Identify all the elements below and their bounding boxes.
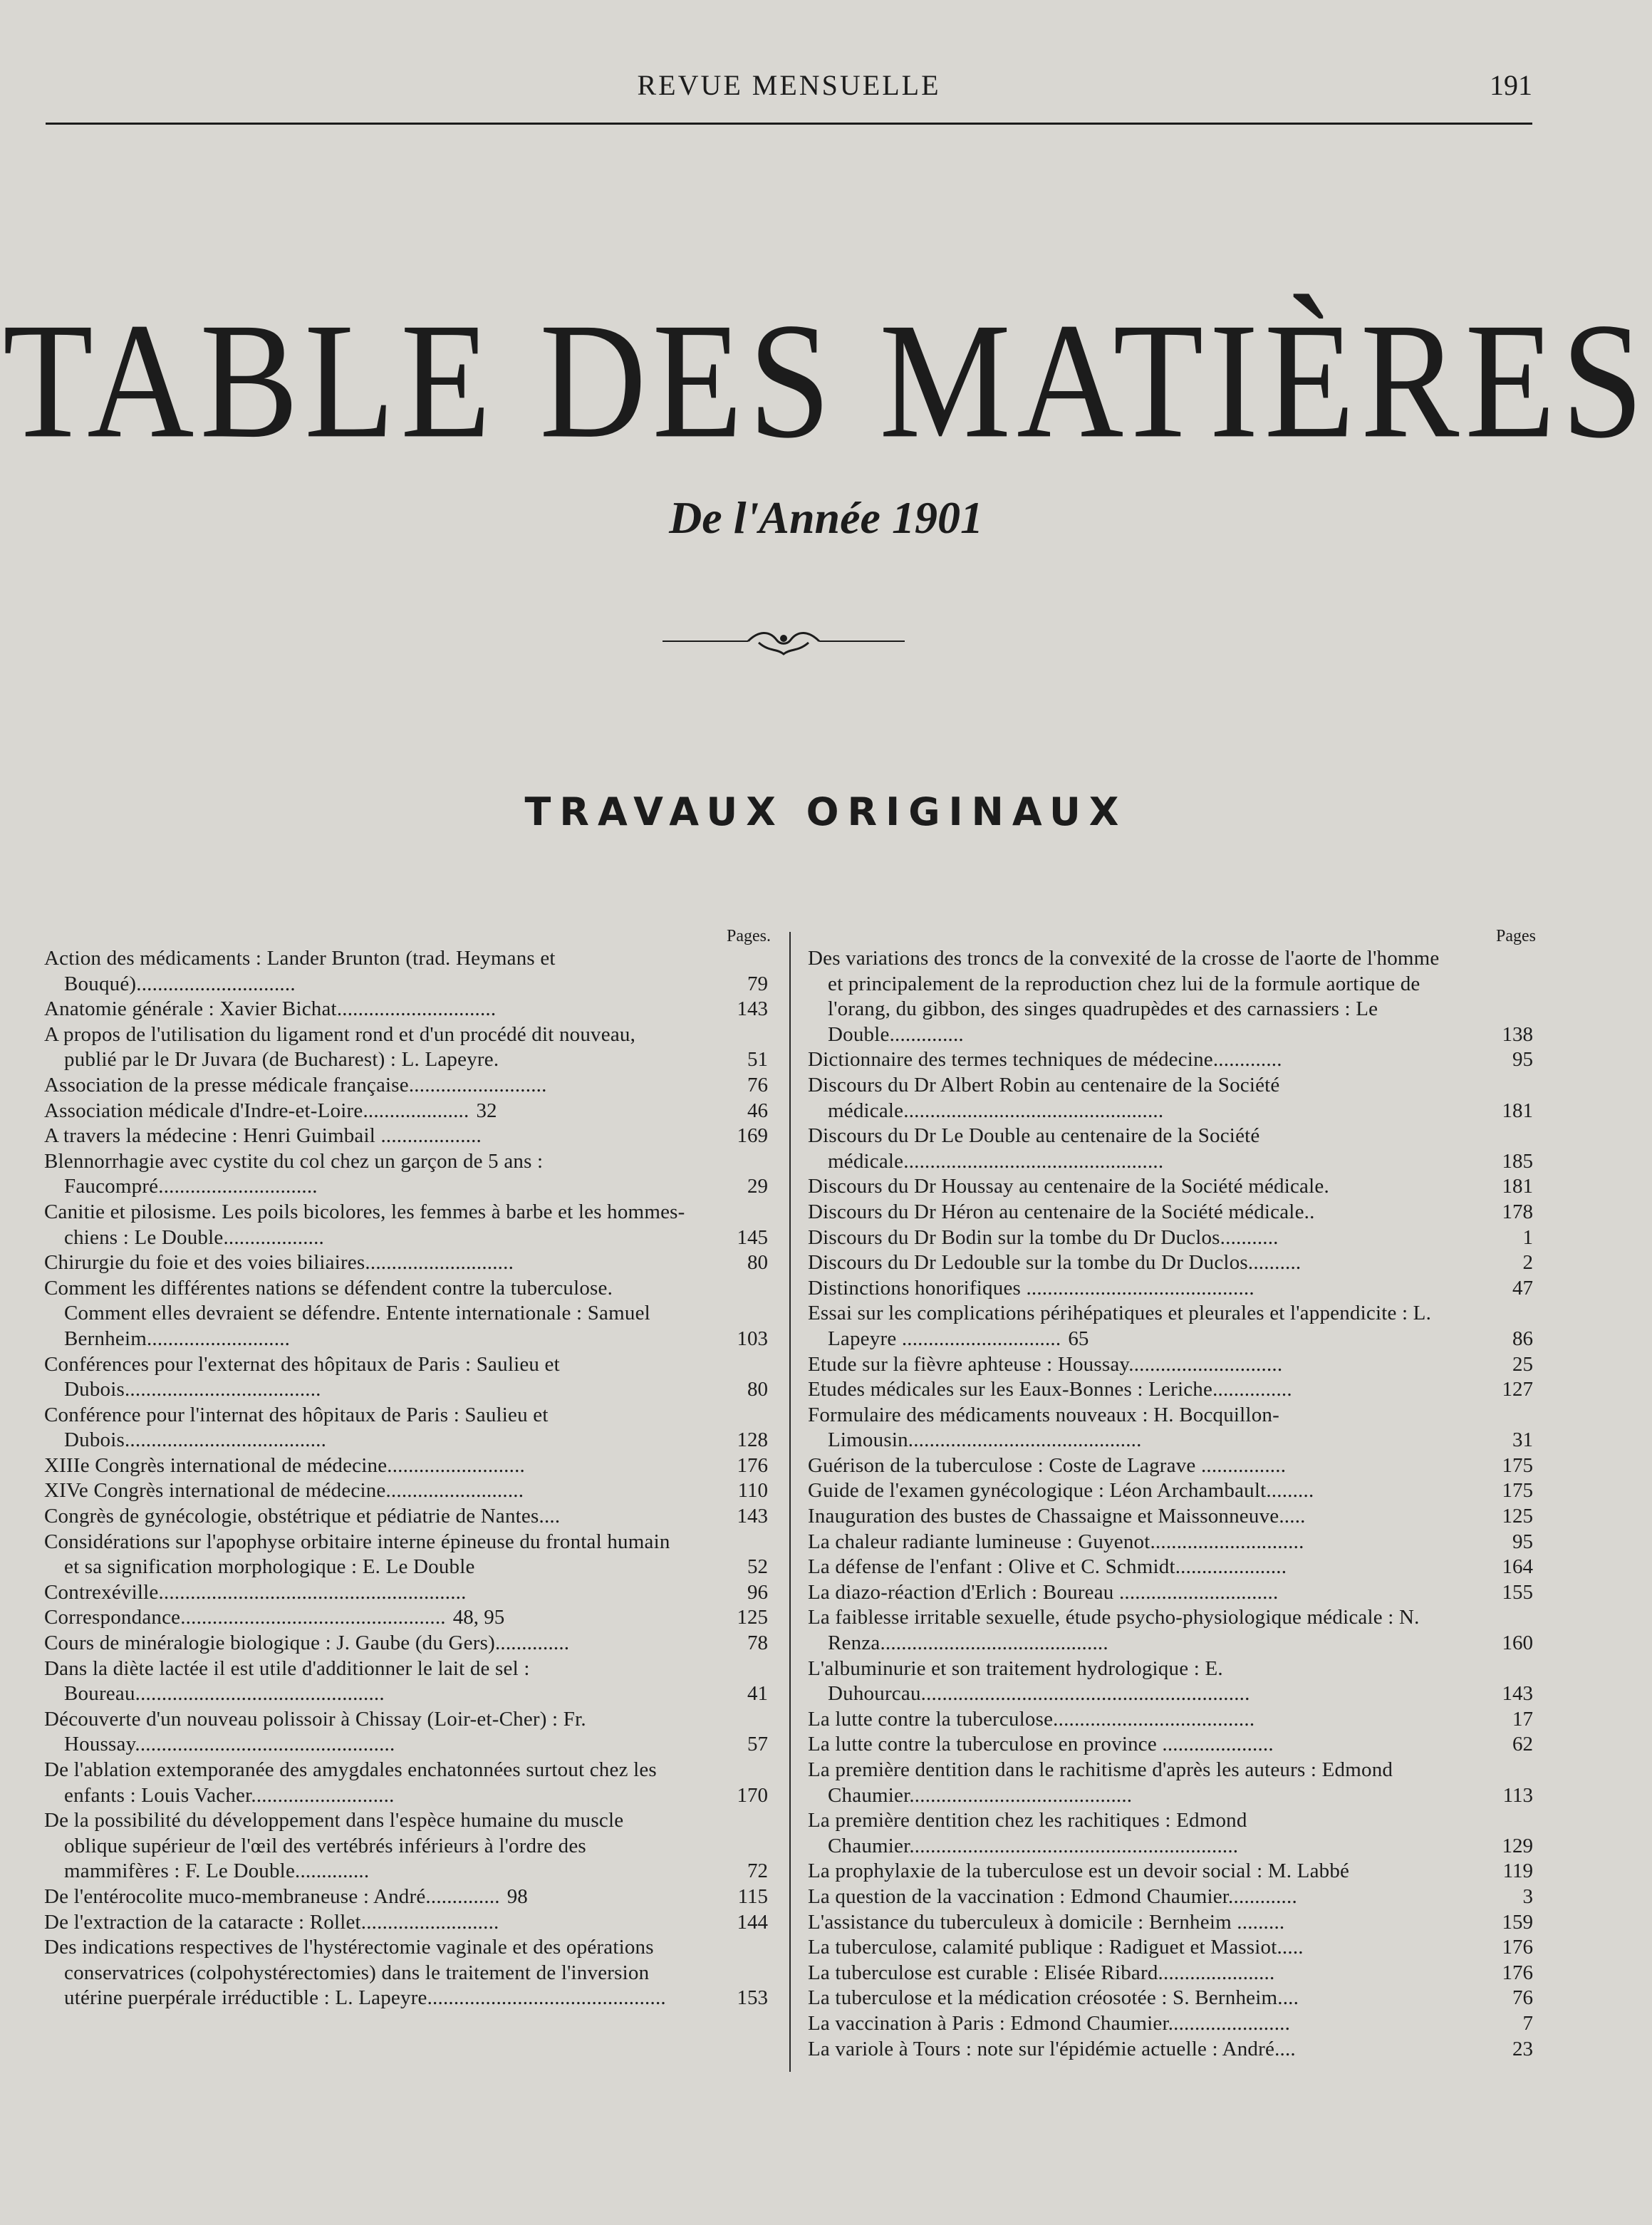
toc-entry [44,1352,774,1403]
running-head [46,68,1532,118]
toc-entry-page: 57 [747,1733,768,1756]
toc-entry-text: Correspondance.................................................. [44,1606,446,1629]
toc-entry-text: La variole à Tours : note sur l'épidémie actuelle : André.... [808,2037,1296,2060]
toc-entry-page: 170 [737,1783,768,1807]
toc-entry-text: Guérison de la tuberculose : Coste de Lagrave ................ [808,1453,1287,1477]
toc-entry [808,2037,1539,2063]
toc-entry [808,1174,1539,1200]
toc-entry-text: Blennorrhagie avec cystite du col chez un garçon de 5 ans : Faucompré.............................. [44,1149,544,1198]
toc-entry-page: 181 [1502,1099,1533,1122]
toc-entry [44,1580,774,1606]
toc-entry-page: 95 [1512,1048,1533,1072]
toc-entry [44,1099,774,1124]
toc-entry-text: Des indications respectives de l'hystérectomie vaginale et des opérations conservatrices (colpohystérectomies) dans le traitement de l'inversion utérine puerpérale irréductible : L. Lapeyre............................................. [44,1936,666,2010]
toc-entry-page: 103 [737,1327,768,1350]
toc-entry [808,1200,1539,1225]
toc-entry-page: 143 [737,1505,768,1528]
toc-entry-text: La vaccination à Paris : Edmond Chaumier....................... [808,2011,1291,2035]
toc-entry [44,946,774,997]
toc-entry-text: Formulaire des médicaments nouveaux : H. Bocquillon-Limousin............................................ [808,1403,1279,1452]
toc-entry-text: Distinctions honorifiques ........................................... [808,1276,1254,1300]
toc-entry [808,1504,1539,1530]
toc-entry-text: Association médicale d'Indre-et-Loire.................... [44,1099,469,1122]
toc-entry [808,1732,1539,1758]
toc-entry [808,1377,1539,1403]
column-divider [789,932,791,2072]
toc-entry-page: 185 [1502,1149,1533,1173]
toc-entry-page: 110 [737,1479,768,1503]
toc-entry-text: Guide de l'examen gynécologique : Léon Archambault......... [808,1479,1314,1503]
toc-entry-page: 41 [747,1682,768,1706]
toc-entry-page: 62 [1512,1733,1533,1756]
toc-entry-page: 86 [1512,1327,1533,1350]
toc-entry-page: 1 [1522,1225,1533,1249]
toc-entry-text: Considérations sur l'apophyse orbitaire interne épineuse du frontal humain et sa signification morphologique : E. Le Double [44,1530,670,1579]
toc-entry-text: Dans la diète lactée il est utile d'additionner le lait de sel : Boureau............................................... [44,1656,530,1706]
toc-entry-text: La première dentition chez les rachitiques : Edmond Chaumier.............................................................. [808,1809,1247,1857]
toc-entry-page: 176 [1502,1936,1533,1959]
toc-entry-page: 125 [737,1606,768,1629]
toc-entry-page: 51 [747,1048,768,1072]
toc-entry-text: Essai sur les complications périhépatiques et pleurales et l'appendicite : L. Lapeyre .............................. [808,1302,1432,1350]
toc-entry [808,1530,1539,1555]
right-column [808,926,1539,2062]
toc-entry-text: La chaleur radiante lumineuse : Guyenot............................. [808,1530,1304,1553]
section-title: TRAVAUX ORIGINAUX [524,789,1128,834]
toc-entry [808,1758,1539,1808]
toc-entry [44,1022,774,1073]
toc-entry [44,1605,774,1631]
toc-entry-page: 155 [1502,1580,1533,1604]
toc-entry-text: A propos de l'utilisation du ligament rond et d'un procédé dit nouveau, publié par le Dr Juvara (de Bucharest) : L. Lapeyre. [44,1022,636,1072]
toc-entry-text: La diazo-réaction d'Erlich : Boureau .............................. [808,1580,1279,1604]
toc-entry [808,2011,1539,2037]
toc-entry-page: 95 [1512,1530,1533,1553]
toc-entry [44,1910,774,1936]
running-title: REVUE MENSUELLE [637,69,941,101]
toc-entry-page: 7 [1522,2011,1533,2035]
main-title: TABLE DES MATIÈRES [2,289,1650,472]
toc-entry [808,1808,1539,1859]
toc-entry-text: La défense de l'enfant : Olive et C. Schmidt..................... [808,1555,1287,1579]
toc-entry-text: XIIIe Congrès international de médecine.......................... [44,1453,525,1477]
left-entries [44,946,774,2011]
toc-entry [44,1631,774,1656]
toc-entry-page: 23 [1512,2037,1533,2060]
pages-header: Pages [1496,927,1536,945]
toc-entry-text: La lutte contre la tuberculose...................................... [808,1707,1255,1731]
toc-entry-page: 178 [1502,1200,1533,1223]
toc-entry-text: Dictionnaire des termes techniques de médecine............. [808,1048,1282,1072]
left-column [44,926,774,2011]
toc-entry-text: De l'ablation extemporanée des amygdales enchatonnées surtout chez les enfants : Louis Vacher........................... [44,1758,657,1807]
toc-entry-text: Discours du Dr Le Double au centenaire de la Société médicale................................................. [808,1124,1260,1173]
toc-entry-text: Action des médicaments : Lander Brunton (trad. Heymans et Bouqué).............................. [44,947,556,995]
toc-entry-page: 176 [737,1453,768,1477]
toc-entry-text: Discours du Dr Héron au centenaire de la Société médicale.. [808,1200,1315,1223]
toc-entry-text: Conférence pour l'internat des hôpitaux de Paris : Saulieu et Dubois...................................... [44,1403,549,1452]
toc-entry-page: 79 [747,972,768,995]
toc-entry-page: 143 [1502,1682,1533,1706]
toc-entry-text: Canitie et pilosisme. Les poils bicolores, les femmes à barbe et les hommes-chiens : Le Double................... [44,1200,685,1249]
toc-entry-page: 159 [1502,1910,1533,1934]
toc-entry-text: Cours de minéralogie biologique : J. Gaube (du Gers).............. [44,1632,570,1655]
toc-entry-page: 17 [1512,1707,1533,1731]
toc-entry [808,1961,1539,1986]
toc-entry-text: Découverte d'un nouveau polissoir à Chissay (Loir-et-Cher) : Fr. Houssay................................................. [44,1707,586,1756]
toc-entry [44,1200,774,1250]
toc-entry [44,1935,774,2011]
toc-entry-text: Congrès de gynécologie, obstétrique et pédiatrie de Nantes.... [44,1505,561,1528]
toc-entry-page: 144 [737,1910,768,1934]
toc-entry-page: 80 [747,1378,768,1401]
toc-entry-extra-page: 48, 95 [452,1606,505,1629]
toc-entry [808,1910,1539,1936]
toc-entry [808,946,1539,1047]
toc-entry-page: 2 [1522,1251,1533,1275]
toc-entry [44,1707,774,1758]
toc-entry-page: 169 [737,1124,768,1148]
toc-entry [808,1555,1539,1580]
page-number: 191 [1490,69,1532,101]
toc-entry [44,997,774,1022]
toc-entry [808,1935,1539,1961]
toc-entry [44,1504,774,1530]
toc-entry-page: 96 [747,1580,768,1604]
toc-entry-text: Inauguration des bustes de Chassaigne et Maissonneuve..... [808,1505,1306,1528]
toc-entry-text: Discours du Dr Ledouble sur la tombe du Dr Duclos.......... [808,1251,1302,1275]
toc-entry-page: 129 [1502,1834,1533,1857]
toc-entry-text: La tuberculose, calamité publique : Radiguet et Massiot..... [808,1936,1304,1959]
toc-entry-page: 127 [1502,1378,1533,1401]
toc-entry [44,1453,774,1479]
toc-entry-text: Conférences pour l'externat des hôpitaux de Paris : Saulieu et Dubois..................................... [44,1352,560,1401]
toc-entry-page: 175 [1502,1453,1533,1477]
toc-entry [808,1225,1539,1251]
toc-entry-text: Association de la presse médicale française.......................... [44,1073,547,1096]
toc-entry-page: 153 [737,1986,768,2010]
toc-entry-page: 25 [1512,1352,1533,1376]
toc-entry [808,1986,1539,2011]
toc-entry [44,1884,774,1910]
toc-entry-text: De la possibilité du développement dans l'espèce humaine du muscle oblique supérieur de l'œil des vertébrés inférieurs à l'ordre des mammifères : F. Le Double.............. [44,1809,624,1883]
toc-entry-text: Discours du Dr Albert Robin au centenaire de la Société médicale................................................. [808,1073,1280,1122]
toc-entry [808,1580,1539,1606]
toc-entry-text: Discours du Dr Houssay au centenaire de la Société médicale. [808,1175,1329,1198]
toc-entry-page: 76 [747,1073,768,1096]
toc-entry-text: La question de la vaccination : Edmond Chaumier............. [808,1884,1297,1908]
toc-entry-text: L'albuminurie et son traitement hydrologique : E. Duhourcau.............................................................. [808,1656,1250,1706]
toc-entry [808,1047,1539,1073]
ornament-icon [663,620,905,663]
toc-entry [808,1453,1539,1479]
toc-entry [808,1250,1539,1276]
toc-entry-text: La lutte contre la tuberculose en province ..................... [808,1733,1274,1756]
toc-entry-page: 138 [1502,1022,1533,1046]
header-rule [46,123,1532,125]
toc-entry-page: 76 [1512,1986,1533,2010]
toc-entry-text: Discours du Dr Bodin sur la tombe du Dr Duclos........... [808,1225,1279,1249]
toc-entry-text: La prophylaxie de la tuberculose est un devoir social : M. Labbé [808,1860,1350,1883]
toc-entry-text: La tuberculose et la médication créosotée : S. Bernheim.... [808,1986,1299,2010]
toc-entry-page: 31 [1512,1428,1533,1452]
toc-entry-page: 47 [1512,1276,1533,1300]
toc-entry [808,1301,1539,1352]
toc-entry [808,1859,1539,1884]
toc-entry-text: A travers la médecine : Henri Guimbail ................... [44,1124,482,1148]
toc-entry-text: La tuberculose est curable : Elisée Ribard...................... [808,1961,1275,1984]
toc-entry-text: Etudes médicales sur les Eaux-Bonnes : Leriche............... [808,1378,1292,1401]
toc-entry [44,1124,774,1149]
toc-entry [808,1124,1539,1174]
toc-entry [808,1707,1539,1733]
toc-entry-page: 164 [1502,1555,1533,1579]
toc-entry-page: 160 [1502,1632,1533,1655]
toc-entry-text: L'assistance du tuberculeux à domicile : Bernheim ......... [808,1910,1285,1934]
toc-entry-extra-page: 98 [506,1884,528,1908]
toc-entry [44,1530,774,1580]
toc-entry [808,1884,1539,1910]
toc-entry-page: 128 [737,1428,768,1452]
toc-entry-text: De l'extraction de la cataracte : Rollet.......................... [44,1910,499,1934]
toc-entry-page: 46 [747,1099,768,1122]
toc-entry [808,1605,1539,1656]
toc-entry-page: 175 [1502,1479,1533,1503]
toc-entry-page: 115 [737,1884,768,1908]
toc-entry-text: Chirurgie du foie et des voies biliaires............................ [44,1251,514,1275]
toc-entry [808,1073,1539,1124]
toc-entry [44,1808,774,1884]
toc-entry-extra-page: 65 [1068,1327,1089,1350]
toc-entry-page: 80 [747,1251,768,1275]
toc-entry-page: 78 [747,1632,768,1655]
toc-entry [44,1403,774,1453]
toc-entry [44,1250,774,1276]
toc-entry-page: 145 [737,1225,768,1249]
toc-entry-text: Comment les différentes nations se défendent contre la tuberculose. Comment elles devraient se défendre. Entente internationale : Samuel Bernheim........................... [44,1276,650,1350]
toc-entry-page: 29 [747,1175,768,1198]
subtitle: De l'Année 1901 [669,492,983,543]
toc-entry-page: 143 [737,997,768,1021]
toc-entry-page: 119 [1502,1860,1533,1883]
toc-entry [44,1073,774,1099]
toc-entry [808,1276,1539,1302]
toc-entry [808,1656,1539,1707]
toc-entry-text: Des variations des troncs de la convexité de la crosse de l'aorte de l'homme et principalement de la reproduction chez lui de la formule aortique de l'orang, du gibbon, des singes quadrupèdes et des carnassiers : Le Double.............. [808,947,1440,1046]
toc-entry-text: Anatomie générale : Xavier Bichat.............................. [44,997,497,1021]
toc-entry [808,1478,1539,1504]
toc-entry-text: Etude sur la fièvre aphteuse : Houssay............................. [808,1352,1283,1376]
pages-header: Pages. [727,927,771,945]
toc-entry-page: 176 [1502,1961,1533,1984]
toc-entry [44,1758,774,1808]
toc-entry-text: XIVe Congrès international de médecine.......................... [44,1479,524,1503]
toc-entry [44,1149,774,1200]
toc-entry-extra-page: 32 [476,1099,497,1122]
toc-entry-text: Contrexéville.......................................................... [44,1580,467,1604]
toc-entry-page: 52 [747,1555,768,1579]
toc-entry-page: 72 [747,1860,768,1883]
toc-entry [808,1352,1539,1378]
toc-entry [44,1478,774,1504]
toc-entry-page: 113 [1502,1783,1533,1807]
toc-entry-text: De l'entérocolite muco-membraneuse : André.............. [44,1884,500,1908]
toc-entry-text: La première dentition dans le rachitisme d'après les auteurs : Edmond Chaumier.......................................... [808,1758,1393,1807]
toc-entry-page: 125 [1502,1505,1533,1528]
toc-entry [44,1276,774,1352]
toc-entry [808,1403,1539,1453]
toc-entry-text: La faiblesse irritable sexuelle, étude psycho-physiologique médicale : N. Renza........................................... [808,1606,1420,1655]
toc-entry-page: 181 [1502,1175,1533,1198]
toc-entry [44,1656,774,1707]
toc-entry-page: 3 [1522,1884,1533,1908]
right-entries [808,946,1539,2062]
